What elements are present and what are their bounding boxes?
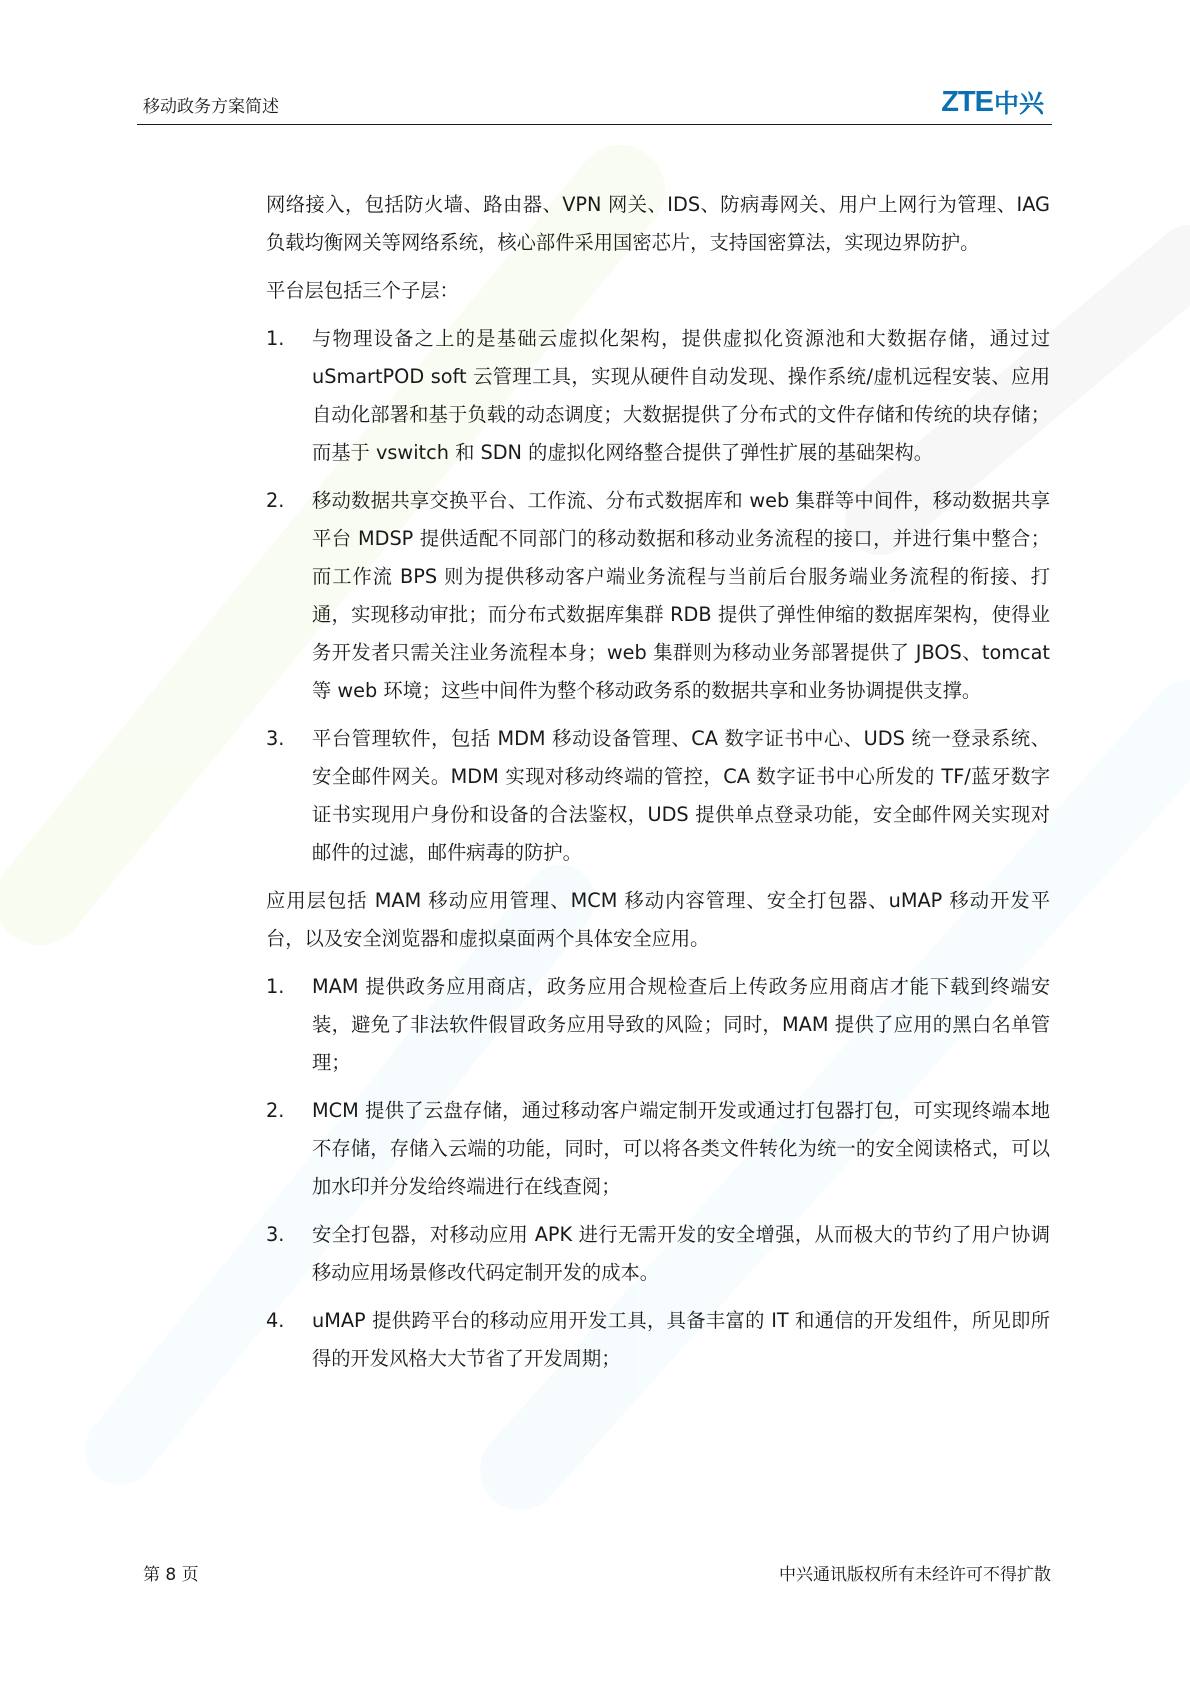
zte-logo [941, 86, 1044, 118]
platform-list-item [266, 720, 1050, 872]
logo-brand-text: ZTE [941, 85, 993, 118]
intro-paragraph: 网络接入，包括防火墙、路由器、VPN 网关、IDS、防病毒网关、用户上网行为管理、IAG 负载均衡网关等网络系统，核心部件采用国密芯片，支持国密算法，实现边界防护。 [266, 193, 1050, 254]
list-number: 2. [266, 489, 285, 512]
list-text: MAM 提供政务应用商店，政务应用合规检查后上传政务应用商店才能下载到终端安装，避免了非法软件假冒政务应用导致的风险；同时，MAM 提供了应用的黑白名单管理； [312, 975, 1050, 1074]
list-number: 1. [266, 975, 285, 998]
app-intro-paragraph: 应用层包括 MAM 移动应用管理、MCM 移动内容管理、安全打包器、uMAP 移动开发平台，以及安全浏览器和虚拟桌面两个具体安全应用。 [266, 889, 1050, 950]
app-list-item [266, 1216, 1050, 1292]
list-text: MCM 提供了云盘存储，通过移动客户端定制开发或通过打包器打包，可实现终端本地不存储，存储入云端的功能，同时，可以将各类文件转化为统一的安全阅读格式，可以加水印并分发给终端进行在线查阅； [312, 1099, 1050, 1198]
body-content [266, 186, 1050, 1388]
list-text: 与物理设备之上的是基础云虚拟化架构，提供虚拟化资源池和大数据存储，通过过 uSmartPOD soft 云管理工具，实现从硬件自动发现、操作系统/虚机远程安装、应用自动化部署和基于负载的动态调度；大数据提供了分布式的文件存储和传统的块存储；而基于 vswitch 和 SDN 的虚拟化网络整合提供了弹性扩展的基础架构。 [312, 327, 1050, 464]
page-header [137, 85, 1052, 125]
app-list-item [266, 968, 1050, 1082]
logo-chinese-text: 中兴 [993, 89, 1044, 118]
list-text: 平台管理软件，包括 MDM 移动设备管理、CA 数字证书中心、UDS 统一登录系统、安全邮件网关。MDM 实现对移动终端的管控，CA 数字证书中心所发的 TF/蓝牙数字证书实现用户身份和设备的合法鉴权，UDS 提供单点登录功能，安全邮件网关实现对邮件的过滤，邮件病毒的防护。 [312, 727, 1050, 864]
list-text: uMAP 提供跨平台的移动应用开发工具，具备丰富的 IT 和通信的开发组件，所见即所得的开发风格大大节省了开发周期； [312, 1309, 1050, 1370]
document-title: 移动政务方案简述 [143, 97, 279, 117]
list-number: 2. [266, 1099, 285, 1122]
list-text: 移动数据共享交换平台、工作流、分布式数据库和 web 集群等中间件，移动数据共享平台 MDSP 提供适配不同部门的移动数据和移动业务流程的接口，并进行集中整合；而工作流 BPS 则为提供移动客户端业务流程与当前后台服务端业务流程的衔接、打通，实现移动审批；而分布式数据库集群 RDB 提供了弹性伸缩的数据库架构，使得业务开发者只需关注业务流程本身；web 集群则为移动业务部署提供了 JBOS、tomcat 等 web 环境；这些中间件为整个移动政务系的数据共享和业务协调提供支撑。 [312, 489, 1050, 702]
platform-intro-paragraph: 平台层包括三个子层： [266, 279, 459, 302]
app-list-item [266, 1092, 1050, 1206]
list-text: 安全打包器，对移动应用 APK 进行无需开发的安全增强，从而极大的节约了用户协调移动应用场景修改代码定制开发的成本。 [312, 1223, 1050, 1284]
list-number: 4. [266, 1309, 285, 1332]
list-number: 1. [266, 327, 285, 350]
page-number: 第 8 页 [143, 1565, 199, 1585]
list-number: 3. [266, 1223, 285, 1246]
app-list-item [266, 1302, 1050, 1378]
platform-list-item [266, 320, 1050, 472]
list-number: 3. [266, 727, 285, 750]
copyright-notice: 中兴通讯版权所有未经许可不得扩散 [779, 1565, 1051, 1585]
platform-list-item [266, 482, 1050, 710]
